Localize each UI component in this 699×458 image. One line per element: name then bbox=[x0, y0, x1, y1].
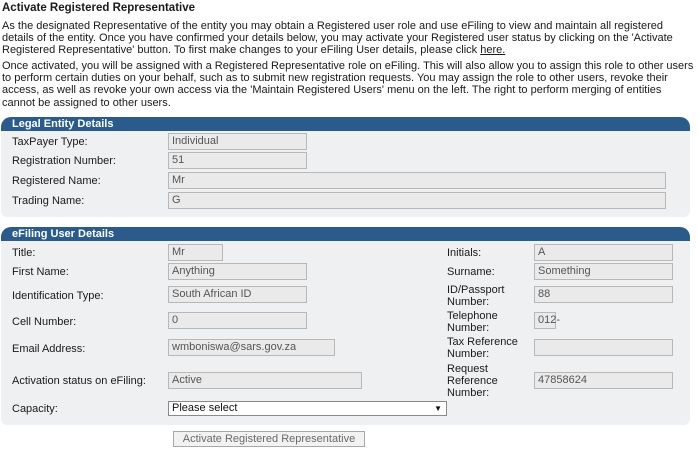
initials-label: Initials: bbox=[447, 247, 482, 259]
telephone-label-line2: Number: bbox=[447, 322, 490, 334]
legal-entity-panel bbox=[1, 117, 690, 217]
dropdown-arrow-icon: ▼ bbox=[434, 404, 442, 413]
registered-name-label: Registered Name: bbox=[12, 175, 101, 187]
taxpayer-type-field: Individual bbox=[168, 133, 307, 150]
id-passport-label-line2: Number: bbox=[447, 296, 490, 308]
intro-paragraph bbox=[2, 20, 696, 57]
surname-field: Something bbox=[534, 263, 673, 280]
intro-paragraph-2: Once activated, you will be assigned with a Registered Representative role on eFiling. This will also allow you to assign this role to other users to perform certain duties on your behalf, such as to submit new registration requests. You may assign the role to other users, revoke their access, as well as revoke your own access via the 'Maintain Registered Users' menu on the left. The right to perform merging of entities cannot be assigned to other users. bbox=[2, 60, 694, 109]
cell-number-field: 0 bbox=[168, 312, 307, 329]
capacity-select-value: Please select bbox=[172, 402, 238, 414]
trading-name-label: Trading Name: bbox=[12, 195, 85, 207]
email-field: wmboniswa@sars.gov.za bbox=[168, 339, 335, 356]
telephone-label-line1: Telephone bbox=[447, 310, 498, 322]
intro-text: As the designated Representative of the entity you may obtain a Registered user role and use eFiling to view and maintain all registered details of the entity. Once you have confirmed your details below, you may activate your Registered user status by clicking on the 'Activate Registered Representative' button. To first make changes to your eFiling User details, please click bbox=[2, 20, 673, 57]
id-type-field: South African ID bbox=[168, 286, 307, 303]
request-reference-label-line1: Request bbox=[447, 363, 488, 375]
capacity-select[interactable] bbox=[168, 401, 447, 416]
tax-reference-field bbox=[534, 339, 673, 356]
id-type-label: Identification Type: bbox=[12, 290, 104, 302]
title-label: Title: bbox=[12, 247, 36, 259]
registration-number-label: Registration Number: bbox=[12, 155, 116, 167]
efiling-user-header: eFiling User Details bbox=[1, 227, 690, 241]
legal-entity-header: Legal Entity Details bbox=[1, 117, 690, 131]
first-name-field: Anything bbox=[168, 263, 307, 280]
registered-name-field: Mr bbox=[168, 172, 666, 189]
initials-field: A bbox=[534, 244, 673, 261]
capacity-label: Capacity: bbox=[12, 403, 58, 415]
tax-reference-label bbox=[447, 336, 518, 360]
cell-number-label: Cell Number: bbox=[12, 316, 77, 328]
taxpayer-type-label: TaxPayer Type: bbox=[12, 136, 88, 148]
request-reference-field: 47858624 bbox=[534, 372, 673, 389]
efiling-user-panel bbox=[1, 227, 690, 425]
id-passport-label-line1: ID/Passport bbox=[447, 284, 505, 296]
id-passport-field: 88 bbox=[534, 286, 673, 303]
first-name-label: First Name: bbox=[12, 266, 69, 278]
id-passport-label bbox=[447, 284, 504, 308]
activation-status-field: Active bbox=[168, 372, 362, 389]
telephone-field: 012- bbox=[534, 312, 556, 329]
tax-reference-label-line1: Tax Reference bbox=[447, 336, 518, 348]
activate-registered-representative-button[interactable]: Activate Registered Representative bbox=[173, 431, 365, 447]
request-reference-label-line2: Reference bbox=[447, 375, 498, 387]
tax-reference-label-line2: Number: bbox=[447, 348, 490, 360]
title-field: Mr bbox=[168, 244, 223, 261]
trading-name-field: G bbox=[168, 192, 666, 209]
edit-details-link[interactable]: here. bbox=[480, 44, 506, 57]
request-reference-label bbox=[447, 363, 498, 399]
email-label: Email Address: bbox=[12, 343, 86, 355]
page-title: Activate Registered Representative bbox=[2, 2, 196, 14]
request-reference-label-line3: Number: bbox=[447, 387, 490, 399]
telephone-label bbox=[447, 310, 498, 334]
surname-label: Surname: bbox=[447, 266, 495, 278]
registration-number-field: 51 bbox=[168, 152, 307, 169]
activation-status-label: Activation status on eFiling: bbox=[12, 375, 146, 387]
